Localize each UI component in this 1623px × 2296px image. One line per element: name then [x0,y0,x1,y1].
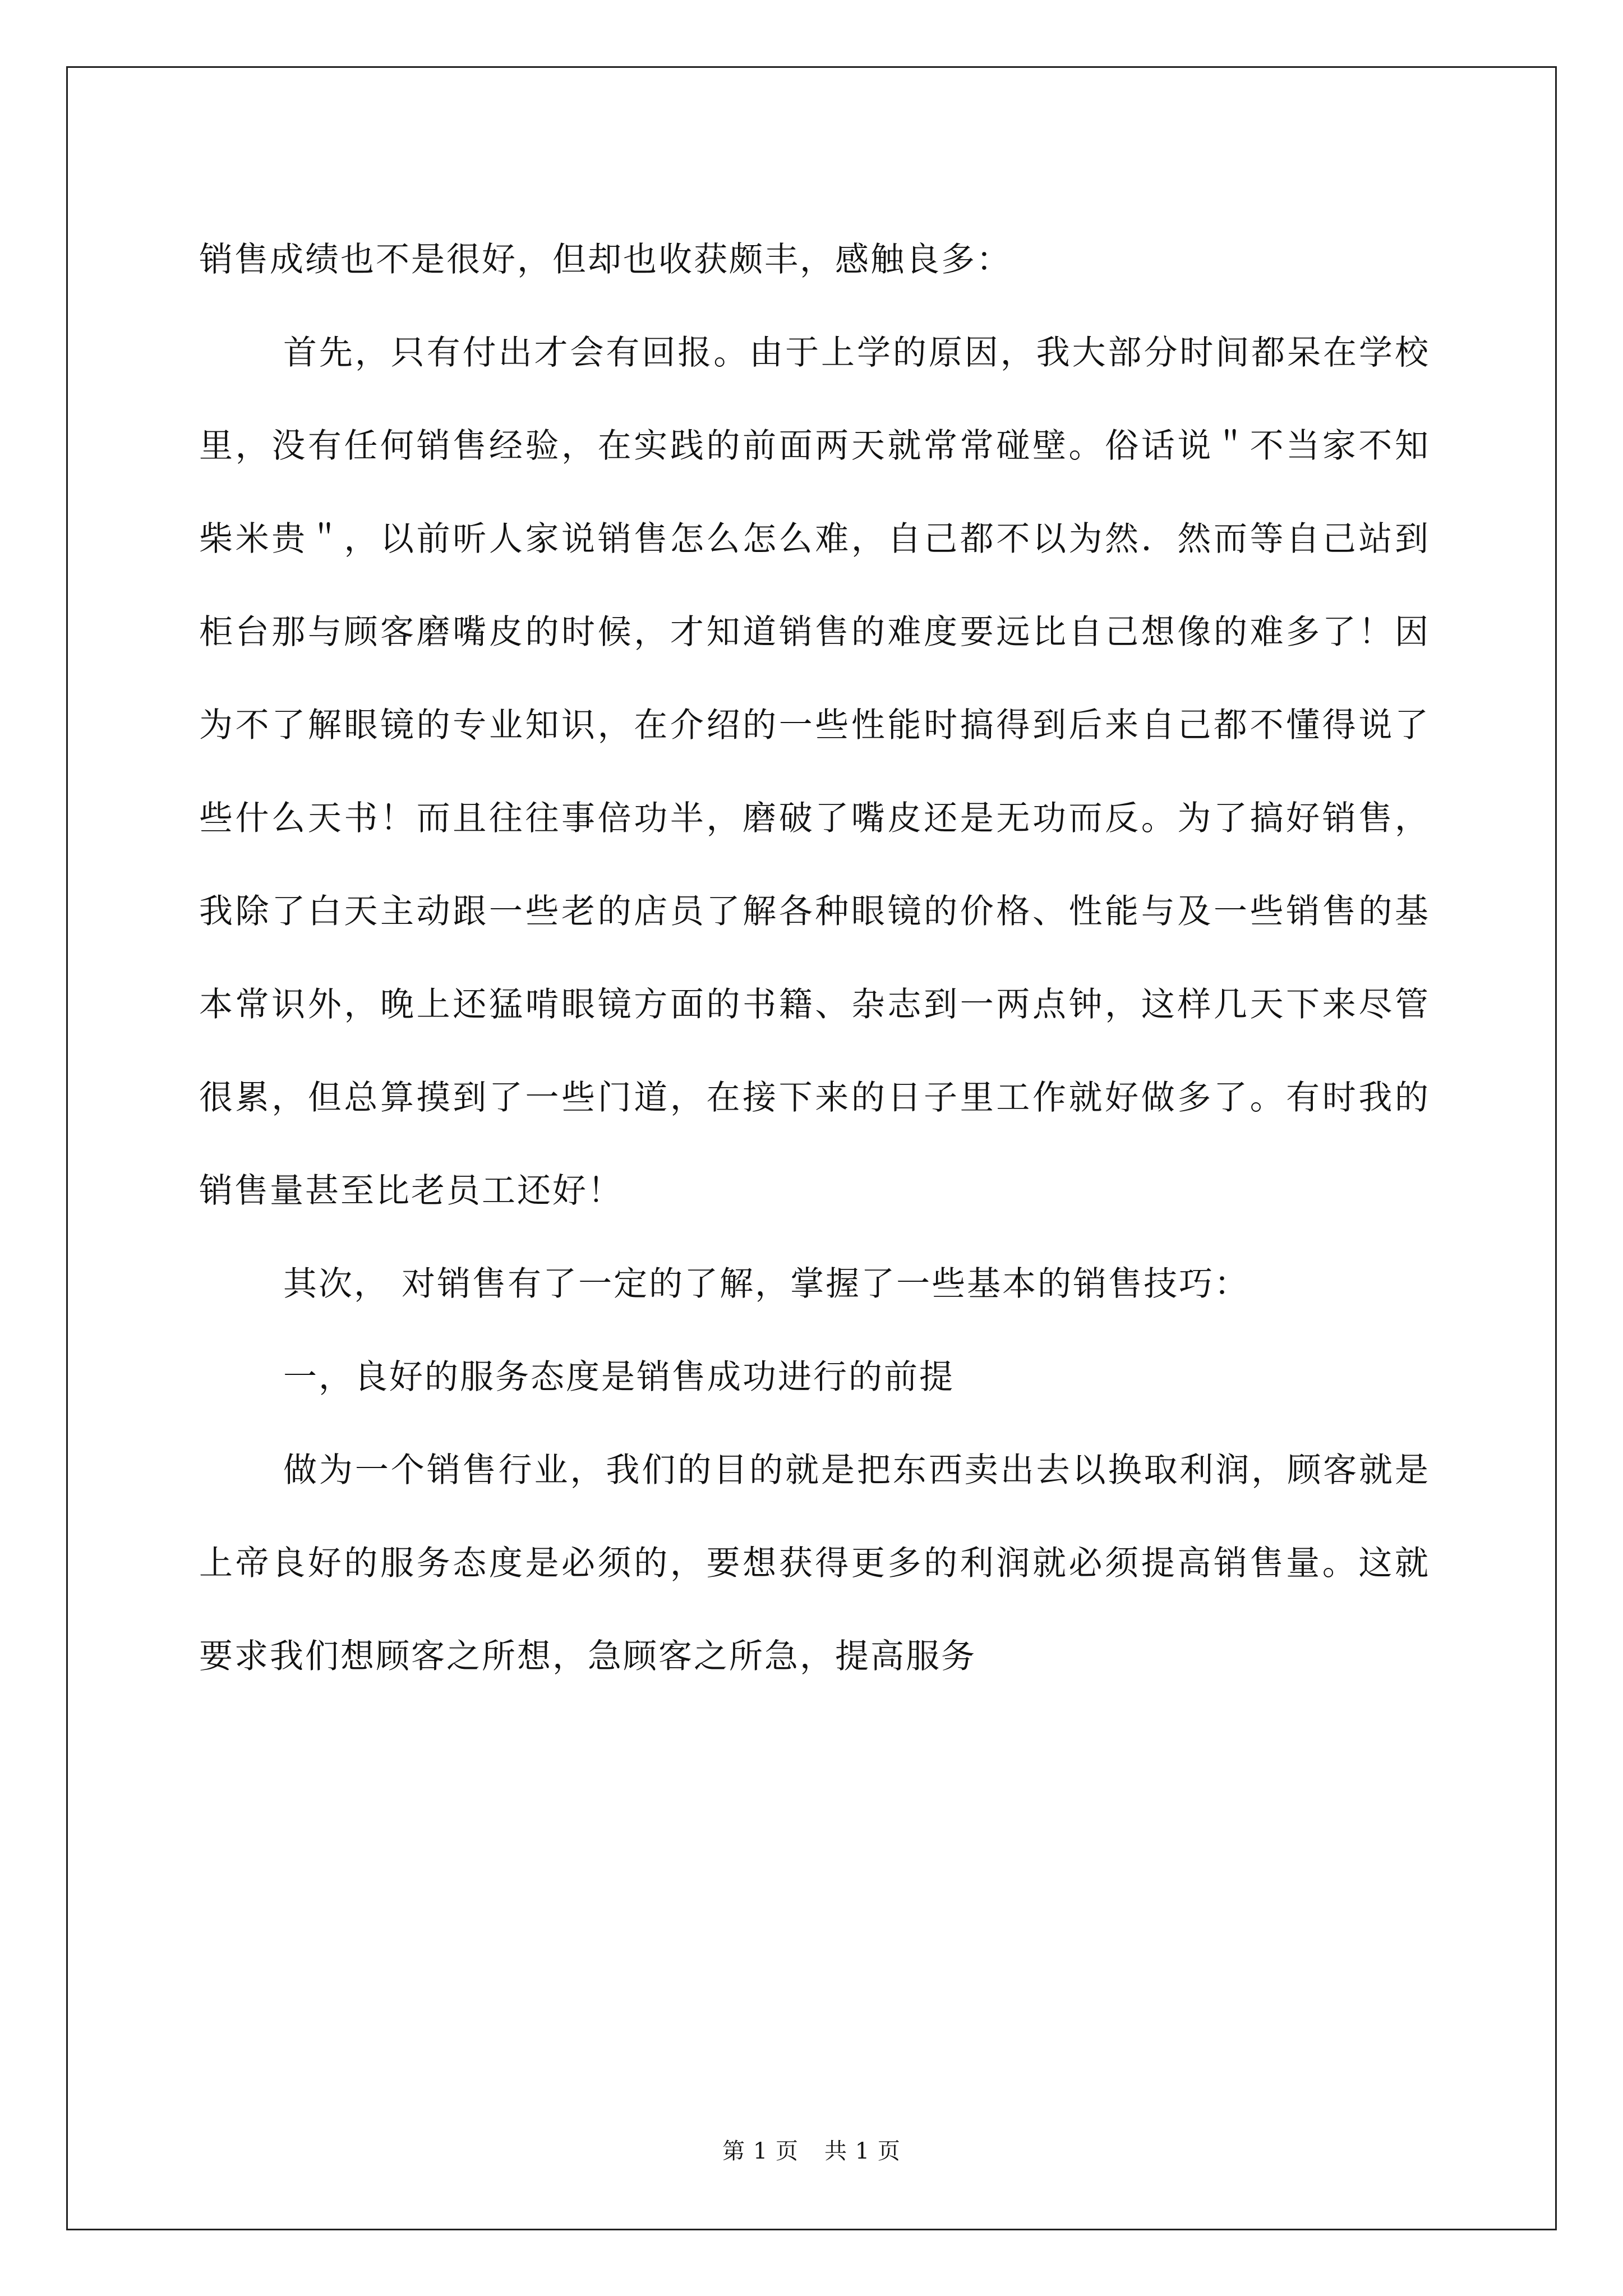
paragraph-4: 一，良好的服务态度是销售成功进行的前提 [283,1358,955,1397]
page-number: 第 1 页 [722,2138,799,2164]
paragraph-5: 做为一个销售行业，我们的目的就是把东西卖出去以换取利润，顾客就是上帝良好的服务态度是必须的，要想获得更多的利润就必须提高销售量。这就要求我们想顾客之所想，急顾客之所急，提高服务 [199,1451,1430,1676]
document-body [199,213,1430,1703]
page-footer [0,2137,1623,2165]
paragraph-3: 其次， 对销售有了一定的了解，掌握了一些基本的销售技巧： [283,1264,1250,1304]
page-total: 共 1 页 [824,2138,901,2164]
paragraph-2: 首先，只有付出才会有回报。由于上学的原因，我大部分时间都呆在学校里，没有任何销售经验，在实践的前面两天就常常碰壁。俗话说＂不当家不知柴米贵＂，以前听人家说销售怎么怎么难，自己都不以为然．然而等自己站到柜台那与顾客磨嘴皮的时候，才知道销售的难度要远比自己想像的难多了！因为不了解眼镜的专业知识，在介绍的一些性能时搞得到后来自己都不懂得说了些什么天书！而且往往事倍功半，磨破了嘴皮还是无功而反。为了搞好销售，我除了白天主动跟一些老的店员了解各种眼镜的价格、性能与及一些销售的基本常识外，晚上还猛啃眼镜方面的书籍、杂志到一两点钟，这样几天下来尽管很累，但总算摸到了一些门道，在接下来的日子里工作就好做多了。有时我的销售量甚至比老员工还好！ [199,333,1430,1211]
paragraph-1: 销售成绩也不是很好，但却也收获颇丰，感触良多： [199,240,1012,279]
